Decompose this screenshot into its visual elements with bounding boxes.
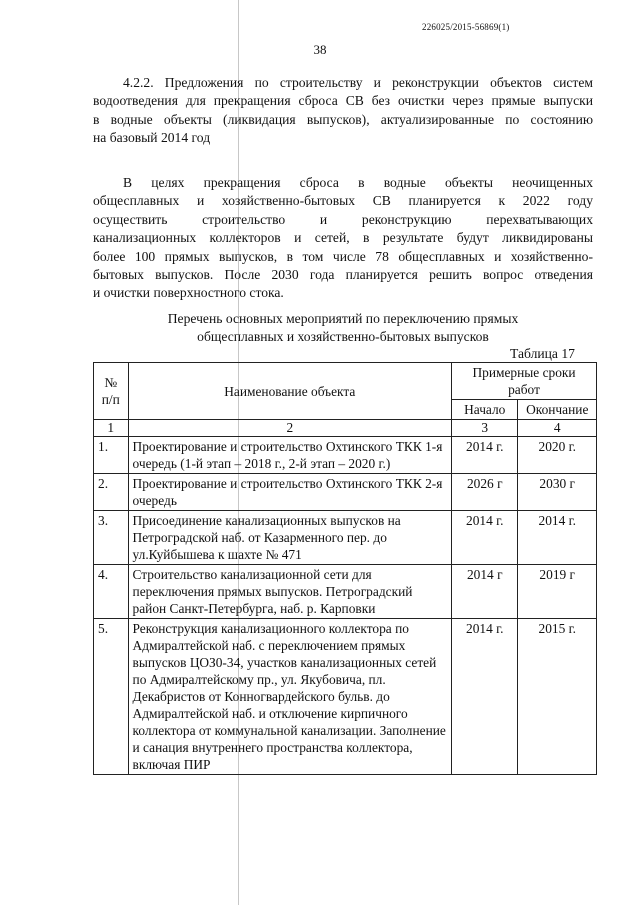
- header-end: Окончание: [518, 400, 597, 420]
- row-end: 2030 г: [518, 474, 597, 511]
- row-name: Присоединение канализационных выпусков на Петроградской наб. от Казарменного пер. до ул.Куйбышева к шахте № 471: [128, 511, 452, 565]
- body-line: В целях прекращения сброса в водные объекты неочищенных: [123, 175, 593, 190]
- table-row: [94, 437, 597, 474]
- section-heading: [93, 74, 593, 148]
- caption-line: Перечень основных мероприятий по переключению прямых: [167, 311, 519, 326]
- row-start: 2014 г.: [452, 511, 518, 565]
- table-row: [94, 565, 597, 619]
- body-line: осуществить строительство и реконструкцию перехватывающих: [93, 211, 593, 227]
- body-line: бытовых выпусков. После 2030 года планируется решить вопрос отведения: [93, 267, 593, 283]
- table-row: [94, 511, 597, 565]
- header-name: Наименование объекта: [128, 363, 452, 420]
- heading-line: водоотведения для прекращения сброса СВ без очистки через прямые выпуски: [93, 93, 593, 109]
- row-num: 3.: [94, 511, 129, 565]
- row-num: 1.: [94, 437, 129, 474]
- column-index: 2: [128, 420, 452, 437]
- header-num: № п/п: [94, 363, 129, 420]
- heading-line: 4.2.2. Предложения по строительству и реконструкции объектов систем: [123, 75, 593, 90]
- body-line: канализационных коллекторов и сетей, в результате будут ликвидированы: [93, 230, 593, 246]
- table-header-row: [94, 363, 597, 400]
- table-row: [94, 619, 597, 775]
- body-line: более 100 прямых выпусков, в том числе 78 общесплавных и хозяйственно-: [93, 248, 593, 264]
- row-start: 2014 г: [452, 565, 518, 619]
- body-line: общесплавных и хозяйственно-бытовых СВ планируется к 2022 году: [93, 193, 593, 209]
- row-start: 2014 г.: [452, 619, 518, 775]
- table-row: [94, 474, 597, 511]
- column-index: 4: [518, 420, 597, 437]
- column-index-row: [94, 420, 597, 437]
- row-end: 2020 г.: [518, 437, 597, 474]
- measures-table: [93, 362, 597, 775]
- row-num: 5.: [94, 619, 129, 775]
- column-index: 3: [452, 420, 518, 437]
- body-line: и очистки поверхностного стока.: [93, 285, 284, 301]
- body-paragraph: [93, 174, 593, 303]
- row-num: 2.: [94, 474, 129, 511]
- table-label: Таблица 17: [510, 346, 575, 361]
- row-end: 2014 г.: [518, 511, 597, 565]
- document-number: 226025/2015-56869(1): [422, 22, 510, 32]
- row-start: 2026 г: [452, 474, 518, 511]
- page-number: 38: [313, 42, 327, 57]
- column-index: 1: [94, 420, 129, 437]
- row-name: Строительство канализационной сети для переключения прямых выпусков. Петроградский район Санкт-Петербурга, наб. р. Карповки: [128, 565, 452, 619]
- caption-line: общесплавных и хозяйственно-бытовых выпусков: [197, 329, 489, 344]
- row-num: 4.: [94, 565, 129, 619]
- table-caption: [93, 310, 593, 346]
- header-start: Начало: [452, 400, 518, 420]
- row-name: Проектирование и строительство Охтинского ТКК 2-я очередь: [128, 474, 452, 511]
- heading-line: на базовый 2014 год: [93, 130, 211, 146]
- row-name: Реконструкция канализационного коллектора по Адмиралтейской наб. с переключением прямых выпусков ЦОЗ0-34, участков канализационных сетей по Адмиралтейскому пр., ул. Якубовича, пл. Декабристов от Конногвардейского бульв. до Адмиралтейской наб. и отключение кирпичного коллектора от коммунальной канализации. Заполнение и санация внутреннего пространства коллектора, включая ПИР: [128, 619, 452, 775]
- row-end: 2019 г: [518, 565, 597, 619]
- heading-line: в водные объекты (ликвидация выпусков), актуализированные по состоянию: [93, 111, 593, 127]
- row-end: 2015 г.: [518, 619, 597, 775]
- header-terms: Примерные сроки работ: [452, 363, 597, 400]
- row-name: Проектирование и строительство Охтинского ТКК 1-я очередь (1-й этап – 2018 г., 2-й этап – 2020 г.): [128, 437, 452, 474]
- row-start: 2014 г.: [452, 437, 518, 474]
